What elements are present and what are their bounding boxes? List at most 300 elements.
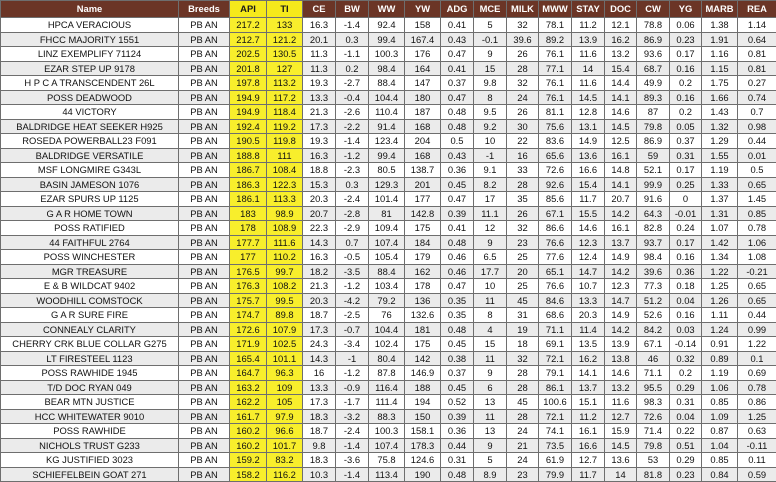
cell-stay: 15.1 — [572, 395, 605, 410]
table-row — [1, 438, 776, 453]
cell-mww: 68.6 — [539, 308, 572, 323]
cell-doc: 15.4 — [605, 61, 637, 76]
cell-yw: 146.9 — [405, 366, 441, 381]
cell-yg: 0.06 — [670, 18, 702, 33]
cell-adg: 0.46 — [441, 250, 474, 265]
cell-stay: 14.7 — [572, 264, 605, 279]
cell-yw: 188 — [405, 380, 441, 395]
cell-marb: 1.33 — [702, 177, 738, 192]
cell-bw: 0.7 — [336, 235, 369, 250]
cell-rea: 1.06 — [738, 235, 776, 250]
cell-bw: -1.4 — [336, 18, 369, 33]
cell-stay: 16.2 — [572, 351, 605, 366]
cell-yw: 158 — [405, 18, 441, 33]
cell-cw: 86.9 — [637, 32, 670, 47]
cell-mce: 17.7 — [474, 264, 507, 279]
cell-stay: 12.7 — [572, 453, 605, 468]
cell-bw: -4.2 — [336, 293, 369, 308]
cell-doc: 16.1 — [605, 148, 637, 163]
cell-doc: 14 — [605, 467, 637, 482]
cell-yg: 0.16 — [670, 90, 702, 105]
cell-mce: 13 — [474, 395, 507, 410]
cell-bw: 0.2 — [336, 61, 369, 76]
cell-rea: 0.78 — [738, 221, 776, 236]
cell-ce: 24.3 — [303, 337, 336, 352]
cell-ti: 108.2 — [267, 279, 303, 294]
cell-mww: 79.1 — [539, 366, 572, 381]
cell-doc: 14.7 — [605, 293, 637, 308]
cell-yw: 175 — [405, 221, 441, 236]
cell-name: ROSEDA POWERBALL23 F091 — [1, 134, 179, 149]
cell-breeds: PB AN — [179, 221, 230, 236]
cell-doc: 14.4 — [605, 76, 637, 91]
cell-ce: 13.3 — [303, 90, 336, 105]
table-row — [1, 467, 776, 482]
cell-mce: 12 — [474, 221, 507, 236]
cell-ti: 108.9 — [267, 221, 303, 236]
cell-doc: 14.9 — [605, 308, 637, 323]
cell-mww: 84.6 — [539, 293, 572, 308]
cell-ww: 91.4 — [369, 119, 405, 134]
cell-yg: 0.04 — [670, 293, 702, 308]
cell-milk: 23 — [507, 467, 539, 482]
cell-marb: 1.07 — [702, 221, 738, 236]
cell-yg: 0 — [670, 192, 702, 207]
cell-cw: 39.6 — [637, 264, 670, 279]
cell-stay: 16.6 — [572, 438, 605, 453]
cell-ti: 98.9 — [267, 206, 303, 221]
column-header-doc: DOC — [605, 1, 637, 18]
cell-marb: 1.43 — [702, 105, 738, 120]
cell-ce: 16.3 — [303, 18, 336, 33]
cell-ww: 129.3 — [369, 177, 405, 192]
cell-mww: 76.1 — [539, 47, 572, 62]
cell-adg: 0.47 — [441, 47, 474, 62]
cell-mww: 100.6 — [539, 395, 572, 410]
cell-rea: -0.21 — [738, 264, 776, 279]
cell-ce: 16 — [303, 366, 336, 381]
table-row — [1, 177, 776, 192]
cell-ti: 109 — [267, 380, 303, 395]
cell-breeds: PB AN — [179, 18, 230, 33]
cell-milk: 35 — [507, 192, 539, 207]
column-header-yg: YG — [670, 1, 702, 18]
cell-doc: 14.2 — [605, 322, 637, 337]
cell-yw: 179 — [405, 250, 441, 265]
cell-marb: 1.15 — [702, 61, 738, 76]
cell-yw: 136 — [405, 293, 441, 308]
cell-api: 161.7 — [230, 409, 267, 424]
cell-stay: 11.2 — [572, 18, 605, 33]
cell-rea: 0.81 — [738, 47, 776, 62]
cell-ti: 122.3 — [267, 177, 303, 192]
cell-ti: 119.2 — [267, 119, 303, 134]
table-row — [1, 322, 776, 337]
cell-name: BALDRIDGE HEAT SEEKER H925 — [1, 119, 179, 134]
cell-ce: 20.1 — [303, 32, 336, 47]
column-header-marb: MARB — [702, 1, 738, 18]
cell-cw: 93.7 — [637, 235, 670, 250]
column-header-adg: ADG — [441, 1, 474, 18]
cell-ww: 88.3 — [369, 409, 405, 424]
cell-bw: -1.4 — [336, 438, 369, 453]
cell-api: 201.8 — [230, 61, 267, 76]
cell-rea: 0.7 — [738, 105, 776, 120]
cell-yg: 0.16 — [670, 250, 702, 265]
cell-yg: 0.2 — [670, 76, 702, 91]
cell-milk: 24 — [507, 424, 539, 439]
cell-stay: 15.5 — [572, 206, 605, 221]
cell-name: T/D DOC RYAN 049 — [1, 380, 179, 395]
cell-breeds: PB AN — [179, 467, 230, 482]
cell-mce: 11 — [474, 351, 507, 366]
cell-api: 177 — [230, 250, 267, 265]
cell-mce: 9 — [474, 438, 507, 453]
cell-ti: 99.5 — [267, 293, 303, 308]
column-header-ww: WW — [369, 1, 405, 18]
cell-breeds: PB AN — [179, 337, 230, 352]
cell-mce: 9 — [474, 235, 507, 250]
cell-ti: 83.2 — [267, 453, 303, 468]
cell-milk: 24 — [507, 90, 539, 105]
cell-marb: 1.11 — [702, 308, 738, 323]
cell-doc: 13.8 — [605, 351, 637, 366]
cell-mww: 73.5 — [539, 438, 572, 453]
cell-adg: 0.41 — [441, 221, 474, 236]
cell-milk: 33 — [507, 163, 539, 178]
table-row — [1, 90, 776, 105]
cell-ce: 10.3 — [303, 467, 336, 482]
cell-name: EZAR STEP UP 9178 — [1, 61, 179, 76]
cell-cw: 67.1 — [637, 337, 670, 352]
table-row — [1, 264, 776, 279]
cell-ce: 18.3 — [303, 409, 336, 424]
cell-cw: 95.5 — [637, 380, 670, 395]
column-header-name: Name — [1, 1, 179, 18]
cell-ce: 17.3 — [303, 322, 336, 337]
cell-adg: 0.48 — [441, 235, 474, 250]
cell-mww: 79.9 — [539, 467, 572, 482]
cell-breeds: PB AN — [179, 235, 230, 250]
cell-yg: 0.04 — [670, 409, 702, 424]
column-header-cw: CW — [637, 1, 670, 18]
cell-ti: 101.1 — [267, 351, 303, 366]
cell-yw: 178.3 — [405, 438, 441, 453]
cell-milk: 22 — [507, 134, 539, 149]
cell-ce: 17.3 — [303, 119, 336, 134]
cell-yw: 138.7 — [405, 163, 441, 178]
cell-ww: 100.3 — [369, 424, 405, 439]
cell-ww: 104.4 — [369, 90, 405, 105]
cell-ti: 108.4 — [267, 163, 303, 178]
cell-mww: 67.1 — [539, 206, 572, 221]
cell-marb: 1.04 — [702, 438, 738, 453]
cell-yg: 0.22 — [670, 424, 702, 439]
column-header-api: API — [230, 1, 267, 18]
cell-marb: 1.29 — [702, 134, 738, 149]
cell-breeds: PB AN — [179, 366, 230, 381]
cell-breeds: PB AN — [179, 395, 230, 410]
cell-ww: 99.4 — [369, 148, 405, 163]
cell-ce: 11.3 — [303, 47, 336, 62]
cell-ti: 96.6 — [267, 424, 303, 439]
cell-api: 165.4 — [230, 351, 267, 366]
cell-stay: 11.6 — [572, 47, 605, 62]
cell-cw: 98.3 — [637, 395, 670, 410]
cell-ww: 99.4 — [369, 32, 405, 47]
cell-yg: 0.16 — [670, 308, 702, 323]
cell-mce: 6 — [474, 380, 507, 395]
cell-api: 177.7 — [230, 235, 267, 250]
cell-breeds: PB AN — [179, 293, 230, 308]
cell-ti: 127 — [267, 61, 303, 76]
cell-bw: -2.9 — [336, 221, 369, 236]
cell-mce: 5 — [474, 453, 507, 468]
column-header-ce: CE — [303, 1, 336, 18]
cell-name: E & B WILDCAT 9402 — [1, 279, 179, 294]
cell-name: G A R HOME TOWN — [1, 206, 179, 221]
cell-breeds: PB AN — [179, 351, 230, 366]
cell-mce: 9.5 — [474, 105, 507, 120]
table-row — [1, 337, 776, 352]
cell-cw: 98.4 — [637, 250, 670, 265]
cell-milk: 39.6 — [507, 32, 539, 47]
table-body — [1, 18, 776, 482]
cell-breeds: PB AN — [179, 192, 230, 207]
cell-adg: 0.45 — [441, 337, 474, 352]
table-row — [1, 279, 776, 294]
cell-cw: 59 — [637, 148, 670, 163]
cell-yw: 177 — [405, 192, 441, 207]
cell-ww: 113.4 — [369, 467, 405, 482]
cell-name: G A R SURE FIRE — [1, 308, 179, 323]
cell-cw: 82.8 — [637, 221, 670, 236]
cell-mce: 11 — [474, 409, 507, 424]
cell-rea: 1.45 — [738, 192, 776, 207]
cell-mce: -0.1 — [474, 32, 507, 47]
cell-doc: 12.7 — [605, 409, 637, 424]
cell-rea: 0.59 — [738, 467, 776, 482]
cell-name: BASIN JAMESON 1076 — [1, 177, 179, 192]
table-row — [1, 61, 776, 76]
cell-ce: 18.7 — [303, 308, 336, 323]
cell-breeds: PB AN — [179, 409, 230, 424]
cell-marb: 0.91 — [702, 337, 738, 352]
cell-yg: 0.2 — [670, 366, 702, 381]
cell-marb: 1.75 — [702, 76, 738, 91]
cell-adg: 0.52 — [441, 395, 474, 410]
cell-mce: 9.1 — [474, 163, 507, 178]
cell-yw: 181 — [405, 322, 441, 337]
cell-yw: 176 — [405, 47, 441, 62]
cell-rea: 0.98 — [738, 119, 776, 134]
cell-mce: 5 — [474, 18, 507, 33]
cell-cw: 91.6 — [637, 192, 670, 207]
column-header-yw: YW — [405, 1, 441, 18]
cell-cw: 84.2 — [637, 322, 670, 337]
cell-doc: 13.9 — [605, 337, 637, 352]
cell-ce: 18.2 — [303, 264, 336, 279]
cell-milk: 28 — [507, 380, 539, 395]
cell-milk: 26 — [507, 105, 539, 120]
cell-marb: 1.38 — [702, 18, 738, 33]
cell-yg: 0.17 — [670, 163, 702, 178]
cell-doc: 14.5 — [605, 119, 637, 134]
cell-marb: 1.22 — [702, 264, 738, 279]
cell-breeds: PB AN — [179, 380, 230, 395]
cell-yw: 147 — [405, 76, 441, 91]
cell-milk: 18 — [507, 337, 539, 352]
cell-mww: 85.6 — [539, 192, 572, 207]
cell-ww: 102.4 — [369, 337, 405, 352]
cell-cw: 78.8 — [637, 18, 670, 33]
cell-adg: 0.37 — [441, 366, 474, 381]
cell-bw: -3.6 — [336, 453, 369, 468]
cell-mww: 89.2 — [539, 32, 572, 47]
cell-bw: 0.3 — [336, 32, 369, 47]
cell-yg: 0.36 — [670, 264, 702, 279]
cell-name: BEAR MTN JUSTICE — [1, 395, 179, 410]
column-header-breeds: Breeds — [179, 1, 230, 18]
cell-yg: 0.2 — [670, 105, 702, 120]
cell-marb: 0.84 — [702, 467, 738, 482]
cell-ww: 107.4 — [369, 438, 405, 453]
cell-name: CHERRY CRK BLUE COLLAR G275 — [1, 337, 179, 352]
cell-marb: 1.26 — [702, 293, 738, 308]
cell-marb: 0.89 — [702, 351, 738, 366]
cell-yg: 0.23 — [670, 467, 702, 482]
cell-stay: 13.1 — [572, 119, 605, 134]
column-header-stay: STAY — [572, 1, 605, 18]
table-row — [1, 221, 776, 236]
cell-stay: 12.8 — [572, 105, 605, 120]
cell-adg: 0.36 — [441, 424, 474, 439]
cell-milk: 31 — [507, 308, 539, 323]
cell-marb: 1.66 — [702, 90, 738, 105]
table-row — [1, 380, 776, 395]
table-row — [1, 47, 776, 62]
cell-doc: 14.1 — [605, 90, 637, 105]
cell-adg: 0.47 — [441, 279, 474, 294]
cell-api: 159.2 — [230, 453, 267, 468]
cell-adg: 0.36 — [441, 163, 474, 178]
cell-bw: -1.2 — [336, 279, 369, 294]
cell-breeds: PB AN — [179, 134, 230, 149]
table-row — [1, 206, 776, 221]
cell-cw: 71.4 — [637, 424, 670, 439]
cell-rea: 0.81 — [738, 61, 776, 76]
cell-adg: 0.39 — [441, 409, 474, 424]
column-header-bw: BW — [336, 1, 369, 18]
cell-adg: 0.38 — [441, 351, 474, 366]
cell-ti: 116.2 — [267, 467, 303, 482]
cell-ti: 121.2 — [267, 32, 303, 47]
cell-api: 192.4 — [230, 119, 267, 134]
cell-ww: 104.4 — [369, 322, 405, 337]
cell-mww: 65.1 — [539, 264, 572, 279]
cell-rea: 0.64 — [738, 32, 776, 47]
cell-bw: -2.4 — [336, 192, 369, 207]
cell-ti: 110.2 — [267, 250, 303, 265]
cell-bw: -1.1 — [336, 47, 369, 62]
cell-bw: -2.4 — [336, 424, 369, 439]
cell-yw: 168 — [405, 119, 441, 134]
table-row — [1, 409, 776, 424]
cell-ti: 119.8 — [267, 134, 303, 149]
cell-name: 44 FAITHFUL 2764 — [1, 235, 179, 250]
cell-ce: 20.7 — [303, 206, 336, 221]
cell-ww: 76 — [369, 308, 405, 323]
cell-stay: 11.7 — [572, 467, 605, 482]
cell-yw: 187 — [405, 105, 441, 120]
cell-api: 163.2 — [230, 380, 267, 395]
cell-mce: 10 — [474, 279, 507, 294]
cell-cw: 81.8 — [637, 467, 670, 482]
cell-yw: 162 — [405, 264, 441, 279]
cell-milk: 20 — [507, 264, 539, 279]
cell-marb: 1.16 — [702, 47, 738, 62]
cell-ww: 88.4 — [369, 76, 405, 91]
table-row — [1, 453, 776, 468]
cell-api: 172.6 — [230, 322, 267, 337]
cell-yg: 0.51 — [670, 438, 702, 453]
cell-cw: 53 — [637, 453, 670, 468]
cell-breeds: PB AN — [179, 250, 230, 265]
cell-milk: 25 — [507, 279, 539, 294]
cell-cw: 68.7 — [637, 61, 670, 76]
cell-name: POSS RAWHIDE — [1, 424, 179, 439]
cell-milk: 28 — [507, 177, 539, 192]
cell-breeds: PB AN — [179, 76, 230, 91]
cell-cw: 79.8 — [637, 438, 670, 453]
cell-rea: 0.1 — [738, 351, 776, 366]
table-row — [1, 351, 776, 366]
cell-api: 175.7 — [230, 293, 267, 308]
cell-marb: 1.55 — [702, 148, 738, 163]
cell-ww: 100.3 — [369, 47, 405, 62]
cell-ti: 111 — [267, 148, 303, 163]
cell-cw: 79.8 — [637, 119, 670, 134]
cell-marb: 0.85 — [702, 453, 738, 468]
cell-mww: 65.6 — [539, 148, 572, 163]
cell-adg: 0.45 — [441, 380, 474, 395]
cell-rea: 0.01 — [738, 148, 776, 163]
cell-cw: 93.6 — [637, 47, 670, 62]
cell-marb: 1.91 — [702, 32, 738, 47]
cell-marb: 1.37 — [702, 192, 738, 207]
cell-ww: 116.4 — [369, 380, 405, 395]
cell-yw: 158.1 — [405, 424, 441, 439]
cell-yg: 0.17 — [670, 235, 702, 250]
cell-stay: 11.6 — [572, 76, 605, 91]
cell-stay: 11.4 — [572, 322, 605, 337]
column-header-milk: MILK — [507, 1, 539, 18]
cell-doc: 13.2 — [605, 380, 637, 395]
cell-api: 160.2 — [230, 438, 267, 453]
cell-breeds: PB AN — [179, 47, 230, 62]
cell-mww: 75.6 — [539, 119, 572, 134]
cell-mww: 61.9 — [539, 453, 572, 468]
cell-rea: 0.65 — [738, 293, 776, 308]
cell-name: POSS DEADWOOD — [1, 90, 179, 105]
cell-stay: 15.4 — [572, 177, 605, 192]
cell-ww: 98.4 — [369, 61, 405, 76]
table-row — [1, 308, 776, 323]
cell-doc: 14.2 — [605, 206, 637, 221]
cell-stay: 16.1 — [572, 424, 605, 439]
cell-bw: -1.2 — [336, 366, 369, 381]
cell-api: 202.5 — [230, 47, 267, 62]
